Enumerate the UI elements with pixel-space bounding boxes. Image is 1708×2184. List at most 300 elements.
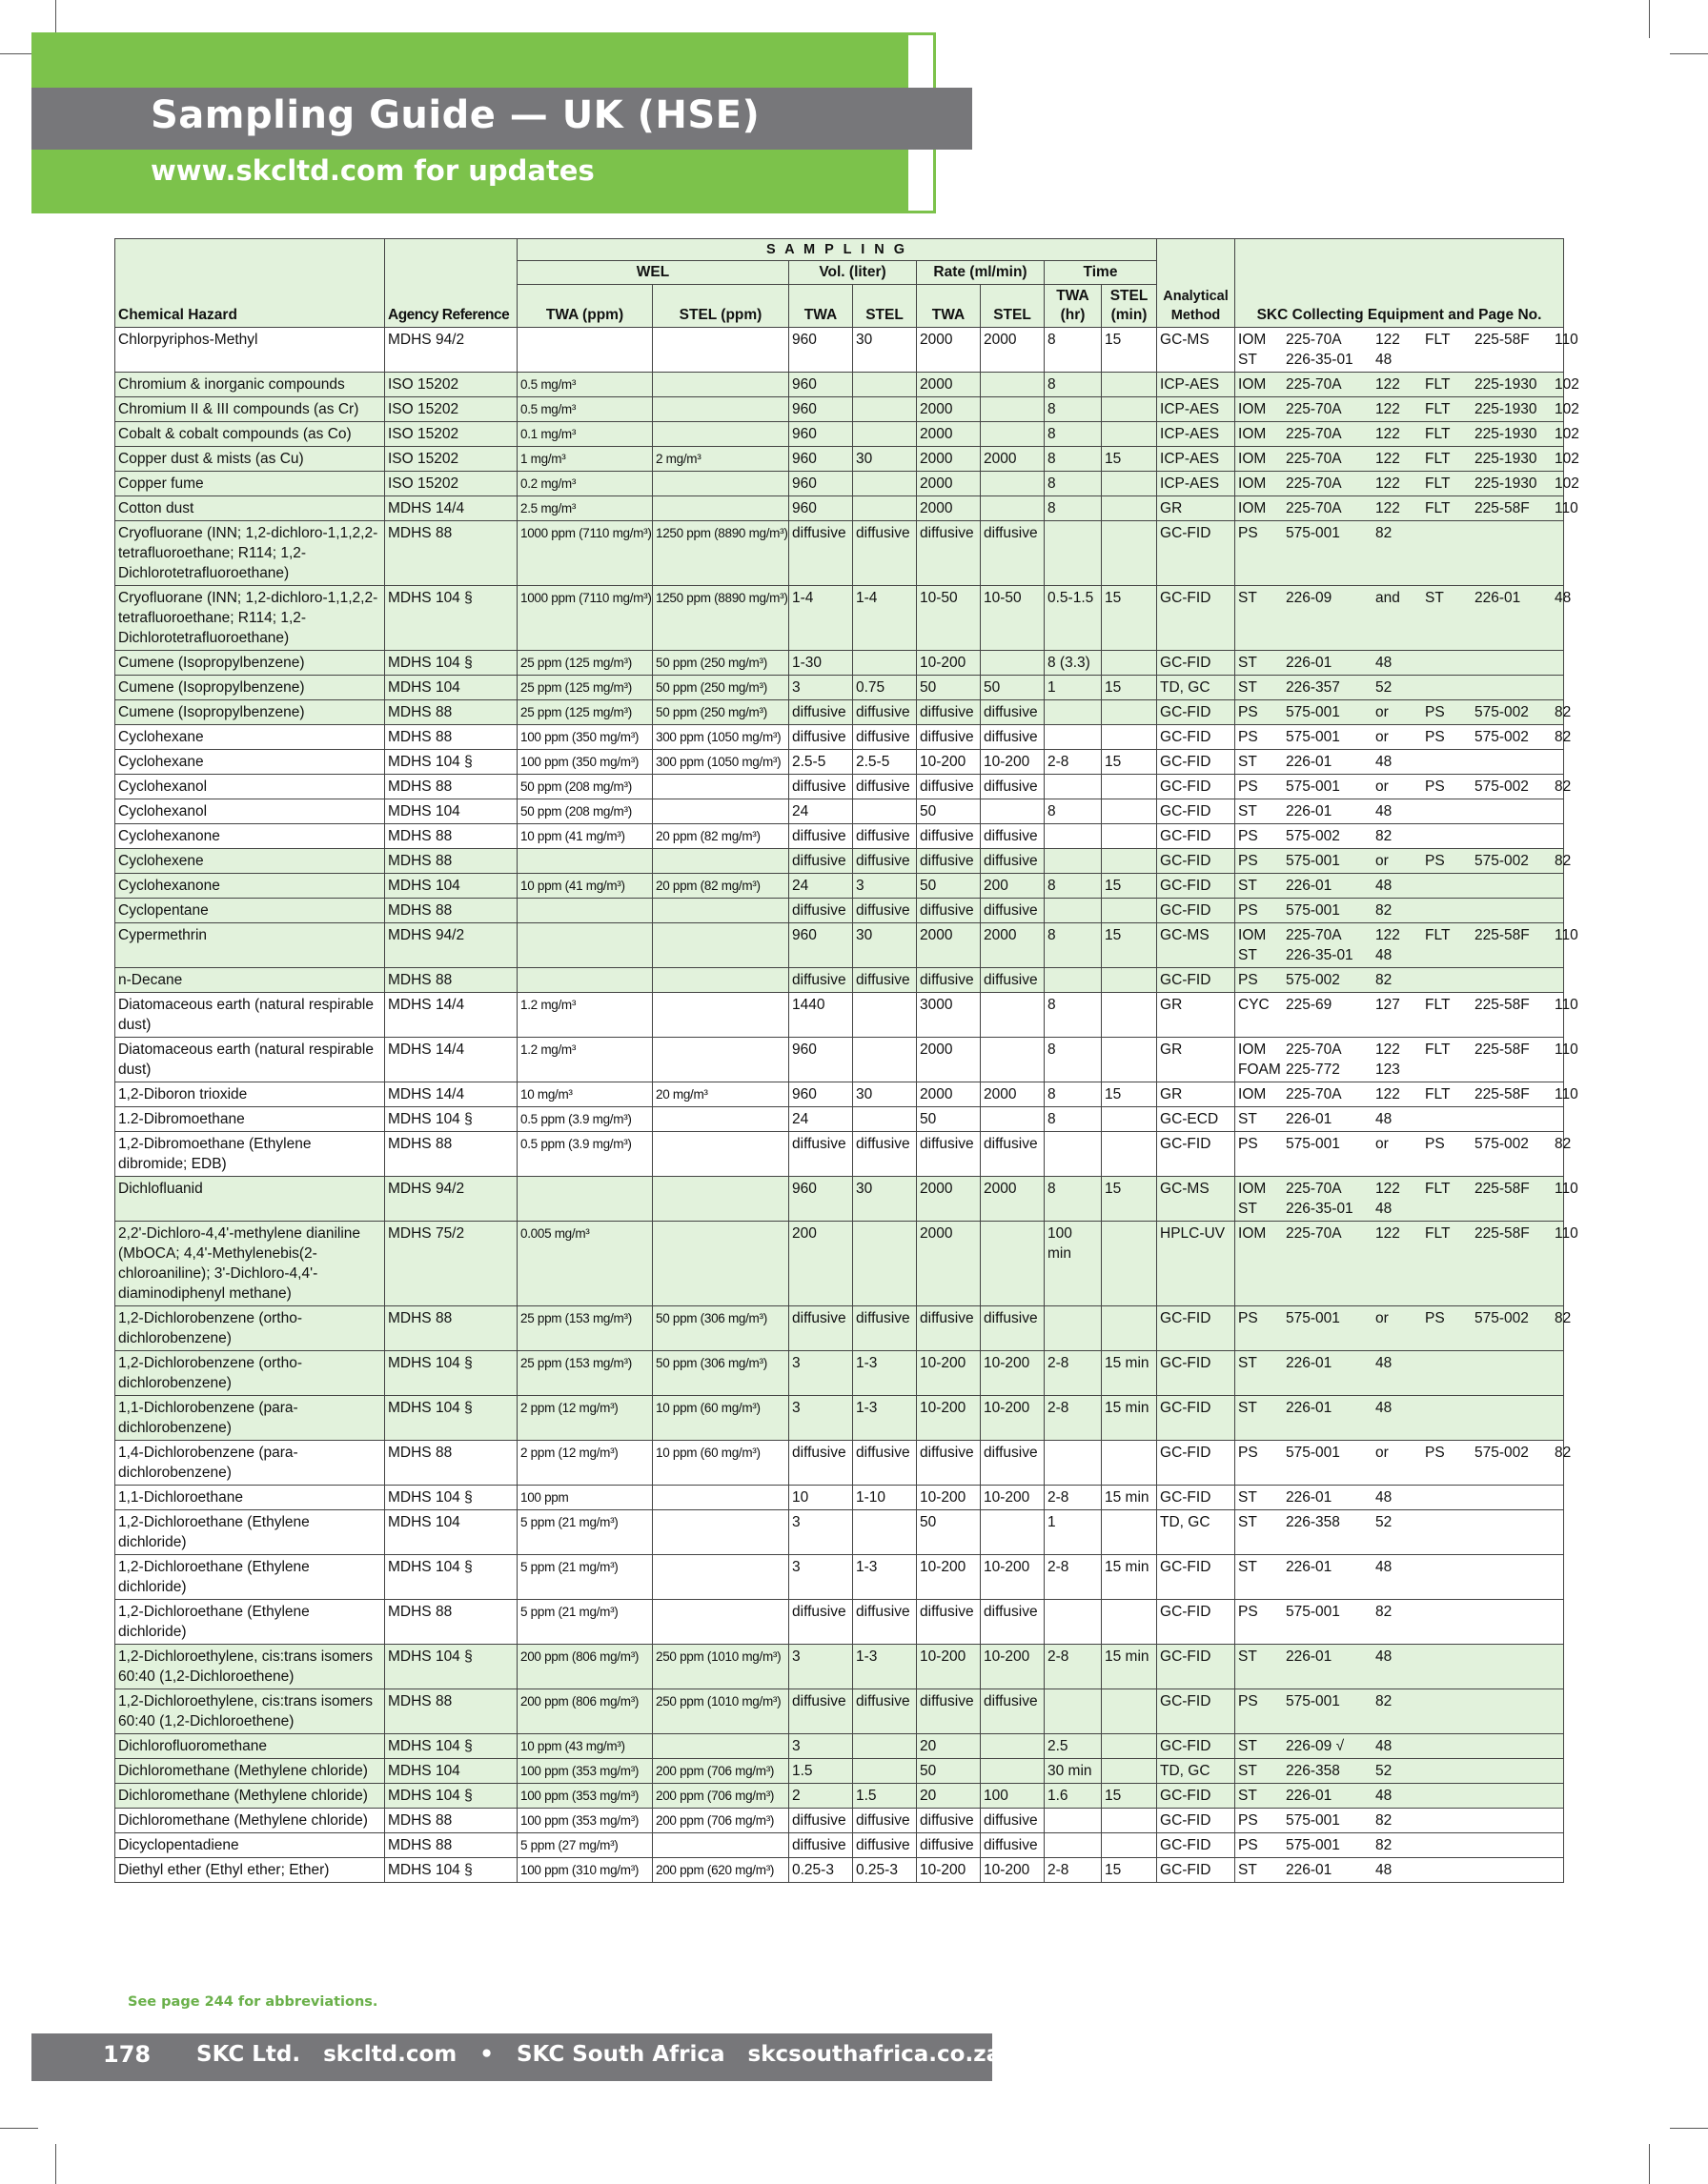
wel-stel-cell xyxy=(653,899,789,923)
table-row xyxy=(115,1510,1564,1555)
equipment-line xyxy=(1238,945,1560,965)
equipment-item: IOM xyxy=(1238,376,1267,393)
rate-twa-cell: diffusive xyxy=(917,968,981,993)
equipment-item: 122 xyxy=(1375,1181,1400,1197)
time-stel-cell xyxy=(1102,1510,1157,1555)
equipment-item: 225-58F xyxy=(1474,332,1530,348)
wel-twa-cell: 1000 ppm (7110 mg/m³) xyxy=(518,586,653,651)
wel-stel-cell: 200 ppm (706 mg/m³) xyxy=(653,1809,789,1833)
agency-reference-cell: MDHS 14/4 xyxy=(385,1038,518,1082)
equipment-item: 575-001 xyxy=(1286,1693,1340,1709)
equipment-item: 48 xyxy=(1555,590,1572,606)
equipment-item: ST xyxy=(1238,1559,1257,1575)
agency-reference-cell: ISO 15202 xyxy=(385,472,518,496)
wel-twa-cell: 25 ppm (125 mg/m³) xyxy=(518,700,653,725)
equipment-line xyxy=(1238,588,1572,608)
time-stel-cell xyxy=(1102,1734,1157,1759)
rate-twa-cell: 50 xyxy=(917,799,981,824)
chemical-hazard-cell: Cyclohexene xyxy=(115,849,385,874)
rate-stel-cell: 200 xyxy=(981,874,1045,899)
rate-stel-cell xyxy=(981,651,1045,676)
wel-stel-cell xyxy=(653,1222,789,1306)
time-twa-cell: 8 xyxy=(1045,1082,1102,1107)
wel-stel-cell: 20 mg/m³ xyxy=(653,1082,789,1107)
time-twa-cell: 2-8 xyxy=(1045,1351,1102,1396)
vol-twa-cell: diffusive xyxy=(789,725,853,750)
table-row xyxy=(115,397,1564,422)
time-twa-cell xyxy=(1045,1689,1102,1734)
equipment-item: FLT xyxy=(1425,332,1451,348)
time-stel-cell xyxy=(1102,993,1157,1038)
equipment-item: FLT xyxy=(1425,426,1451,442)
header-rate-twa: TWA xyxy=(917,285,981,328)
analytical-method-cell: ICP-AES xyxy=(1157,397,1235,422)
equipment-item: IOM xyxy=(1238,1225,1267,1242)
equipment-item: 82 xyxy=(1555,1136,1572,1152)
wel-stel-cell: 10 ppm (60 mg/m³) xyxy=(653,1441,789,1486)
analytical-method-cell: ICP-AES xyxy=(1157,472,1235,496)
rate-stel-cell: diffusive xyxy=(981,849,1045,874)
wel-stel-cell: 300 ppm (1050 mg/m³) xyxy=(653,750,789,775)
equipment-item: 226-01 xyxy=(1286,1862,1332,1878)
equipment-item: 48 xyxy=(1375,754,1393,770)
footer-links[interactable]: SKC Ltd. skcltd.com • SKC South Africa skcsouthafrica.co.za xyxy=(196,2042,1002,2067)
agency-reference-cell: MDHS 104 § xyxy=(385,1486,518,1510)
analytical-method-cell: GC-FID xyxy=(1157,586,1235,651)
time-stel-cell: 15 min xyxy=(1102,1555,1157,1600)
time-stel-cell: 15 xyxy=(1102,1858,1157,1883)
equipment-line xyxy=(1238,653,1560,673)
wel-stel-cell xyxy=(653,923,789,968)
time-stel-cell: 15 xyxy=(1102,447,1157,472)
rate-twa-cell: diffusive xyxy=(917,899,981,923)
time-stel-cell: 15 min xyxy=(1102,1351,1157,1396)
equipment-item: 48 xyxy=(1375,1862,1393,1878)
agency-reference-cell: MDHS 104 § xyxy=(385,1396,518,1441)
table-row xyxy=(115,899,1564,923)
wel-stel-cell: 200 ppm (706 mg/m³) xyxy=(653,1759,789,1784)
agency-reference-cell: MDHS 104 § xyxy=(385,1734,518,1759)
table-row xyxy=(115,373,1564,397)
vol-stel-cell: diffusive xyxy=(853,899,917,923)
rate-stel-cell: diffusive xyxy=(981,700,1045,725)
equipment-line xyxy=(1238,498,1578,518)
equipment-item: or xyxy=(1375,1445,1389,1461)
vol-stel-cell: 1-3 xyxy=(853,1396,917,1441)
wel-stel-cell: 20 ppm (82 mg/m³) xyxy=(653,874,789,899)
vol-twa-cell: 10 xyxy=(789,1486,853,1510)
equipment-cell xyxy=(1235,725,1572,750)
analytical-method-cell: GC-ECD xyxy=(1157,1107,1235,1132)
chemical-hazard-cell: 1,2-Dichloroethylene, cis:trans isomers 60:40 (1,2-Dichloroethene) xyxy=(115,1645,385,1689)
vol-twa-cell: diffusive xyxy=(789,1689,853,1734)
equipment-item: 48 xyxy=(1375,352,1393,368)
equipment-item: 575-001 xyxy=(1286,1136,1340,1152)
vol-twa-cell: 2.5-5 xyxy=(789,750,853,775)
vol-twa-cell: 960 xyxy=(789,1082,853,1107)
header-vol-stel: STEL xyxy=(853,285,917,328)
table-row xyxy=(115,824,1564,849)
agency-reference-cell: ISO 15202 xyxy=(385,422,518,447)
wel-stel-cell xyxy=(653,1833,789,1858)
time-stel-cell xyxy=(1102,397,1157,422)
table-row xyxy=(115,1132,1564,1177)
equipment-item: PS xyxy=(1425,1310,1445,1326)
time-stel-cell: 15 xyxy=(1102,1082,1157,1107)
equipment-item: ST xyxy=(1425,590,1444,606)
equipment-item: 575-002 xyxy=(1286,972,1340,988)
vol-stel-cell xyxy=(853,1510,917,1555)
wel-twa-cell: 0.005 mg/m³ xyxy=(518,1222,653,1306)
equipment-item: ST xyxy=(1238,947,1257,963)
wel-twa-cell: 100 ppm (353 mg/m³) xyxy=(518,1759,653,1784)
agency-reference-cell: MDHS 88 xyxy=(385,700,518,725)
equipment-item: FOAM xyxy=(1238,1062,1281,1078)
rate-twa-cell: 10-200 xyxy=(917,651,981,676)
equipment-item: 110 xyxy=(1555,1181,1578,1197)
wel-stel-cell xyxy=(653,328,789,373)
agency-reference-cell: MDHS 104 xyxy=(385,799,518,824)
equipment-item: 82 xyxy=(1555,729,1572,745)
agency-reference-cell: MDHS 88 xyxy=(385,1689,518,1734)
agency-reference-cell: MDHS 104 § xyxy=(385,1107,518,1132)
equipment-line xyxy=(1238,1810,1560,1830)
equipment-line xyxy=(1238,1557,1560,1577)
equipment-item: ST xyxy=(1238,1514,1257,1530)
time-stel-cell xyxy=(1102,1759,1157,1784)
equipment-item: 82 xyxy=(1555,779,1572,795)
equipment-item: 48 xyxy=(1375,803,1393,819)
vol-twa-cell: 1-4 xyxy=(789,586,853,651)
agency-reference-cell: ISO 15202 xyxy=(385,397,518,422)
equipment-item: 48 xyxy=(1375,1489,1393,1506)
time-stel-cell xyxy=(1102,899,1157,923)
equipment-line xyxy=(1238,1786,1560,1806)
equipment-cell xyxy=(1235,496,1578,521)
agency-reference-cell: MDHS 104 § xyxy=(385,1858,518,1883)
time-stel-cell: 15 xyxy=(1102,328,1157,373)
rate-stel-cell: 2000 xyxy=(981,1177,1045,1222)
crop-mark xyxy=(1649,0,1650,38)
equipment-cell xyxy=(1235,521,1564,586)
agency-reference-cell: MDHS 88 xyxy=(385,1132,518,1177)
analytical-method-cell: GC-FID xyxy=(1157,1132,1235,1177)
rate-twa-cell: diffusive xyxy=(917,1809,981,1833)
vol-stel-cell: diffusive xyxy=(853,1809,917,1833)
equipment-cell xyxy=(1235,373,1579,397)
wel-stel-cell: 10 ppm (60 mg/m³) xyxy=(653,1396,789,1441)
wel-stel-cell xyxy=(653,397,789,422)
equipment-item: or xyxy=(1375,853,1389,869)
wel-twa-cell: 100 ppm (350 mg/m³) xyxy=(518,725,653,750)
equipment-item: ST xyxy=(1238,679,1257,696)
equipment-line xyxy=(1238,702,1572,722)
analytical-method-cell: GC-FID xyxy=(1157,725,1235,750)
equipment-item: FLT xyxy=(1425,927,1451,943)
rate-stel-cell xyxy=(981,496,1045,521)
wel-stel-cell xyxy=(653,1177,789,1222)
agency-reference-cell: MDHS 88 xyxy=(385,775,518,799)
wel-twa-cell xyxy=(518,968,653,993)
equipment-item: PS xyxy=(1425,704,1445,720)
equipment-item: 225-70A xyxy=(1286,332,1342,348)
chemical-hazard-cell: Dichloromethane (Methylene chloride) xyxy=(115,1759,385,1784)
equipment-item: 575-002 xyxy=(1474,1445,1529,1461)
time-twa-cell: 8 xyxy=(1045,496,1102,521)
time-stel-cell xyxy=(1102,824,1157,849)
equipment-line xyxy=(1238,876,1560,896)
analytical-method-cell: GC-FID xyxy=(1157,1351,1235,1396)
agency-reference-cell: MDHS 88 xyxy=(385,1306,518,1351)
header-wel: WEL xyxy=(518,261,789,285)
wel-twa-cell: 1 mg/m³ xyxy=(518,447,653,472)
vol-twa-cell: 3 xyxy=(789,676,853,700)
time-twa-cell: 1.6 xyxy=(1045,1784,1102,1809)
equipment-item: 123 xyxy=(1375,1062,1400,1078)
time-twa-cell: 8 xyxy=(1045,923,1102,968)
equipment-item: PS xyxy=(1238,704,1258,720)
equipment-item: 575-002 xyxy=(1474,704,1529,720)
equipment-item: 226-357 xyxy=(1286,679,1340,696)
rate-twa-cell: 10-200 xyxy=(917,1486,981,1510)
equipment-item: 226-01 xyxy=(1286,1559,1332,1575)
equipment-cell xyxy=(1235,700,1572,725)
wel-twa-cell: 0.1 mg/m³ xyxy=(518,422,653,447)
equipment-item: 122 xyxy=(1375,500,1400,516)
time-twa-cell xyxy=(1045,775,1102,799)
page-number: 178 xyxy=(103,2041,152,2068)
vol-stel-cell: 1.5 xyxy=(853,1784,917,1809)
agency-reference-cell: MDHS 94/2 xyxy=(385,923,518,968)
equipment-cell xyxy=(1235,472,1579,496)
page-subtitle-link[interactable]: www.skcltd.com for updates xyxy=(151,154,595,187)
vol-twa-cell: 960 xyxy=(789,397,853,422)
analytical-method-cell: GR xyxy=(1157,993,1235,1038)
equipment-line xyxy=(1238,1487,1560,1507)
table-row xyxy=(115,799,1564,824)
header-equipment: SKC Collecting Equipment and Page No. xyxy=(1235,239,1564,328)
table-row xyxy=(115,521,1564,586)
equipment-cell xyxy=(1235,1600,1564,1645)
wel-twa-cell: 25 ppm (153 mg/m³) xyxy=(518,1351,653,1396)
wel-stel-cell: 50 ppm (250 mg/m³) xyxy=(653,700,789,725)
wel-twa-cell: 25 ppm (125 mg/m³) xyxy=(518,676,653,700)
analytical-method-cell: TD, GC xyxy=(1157,1759,1235,1784)
wel-stel-cell: 300 ppm (1050 mg/m³) xyxy=(653,725,789,750)
equipment-item: 110 xyxy=(1555,332,1578,348)
wel-twa-cell: 10 mg/m³ xyxy=(518,1082,653,1107)
equipment-line xyxy=(1238,399,1579,419)
equipment-item: CYC xyxy=(1238,997,1270,1013)
vol-twa-cell: 24 xyxy=(789,1107,853,1132)
equipment-line xyxy=(1238,1179,1578,1199)
wel-twa-cell: 100 ppm (310 mg/m³) xyxy=(518,1858,653,1883)
time-twa-cell xyxy=(1045,1306,1102,1351)
time-twa-cell: 30 min xyxy=(1045,1759,1102,1784)
wel-twa-cell: 2 ppm (12 mg/m³) xyxy=(518,1396,653,1441)
analytical-method-cell: GC-FID xyxy=(1157,899,1235,923)
equipment-line xyxy=(1238,826,1560,846)
chemical-hazard-cell: Cotton dust xyxy=(115,496,385,521)
vol-stel-cell: 0.75 xyxy=(853,676,917,700)
chemical-hazard-cell: Cryofluorane (INN; 1,2-dichloro-1,1,2,2-tetrafluoroethane; R114; 1,2-Dichlorotetrafluoroethane) xyxy=(115,586,385,651)
vol-twa-cell: diffusive xyxy=(789,824,853,849)
time-stel-cell xyxy=(1102,1222,1157,1306)
equipment-item: IOM xyxy=(1238,927,1267,943)
agency-reference-cell: MDHS 104 § xyxy=(385,586,518,651)
header-rate-stel: STEL xyxy=(981,285,1045,328)
equipment-item: 226-09 xyxy=(1286,590,1332,606)
rate-stel-cell: diffusive xyxy=(981,1600,1045,1645)
header-analytical-method: Analytical Method xyxy=(1157,239,1235,328)
time-twa-cell: 8 xyxy=(1045,422,1102,447)
equipment-item: or xyxy=(1375,729,1389,745)
vol-twa-cell: 3 xyxy=(789,1351,853,1396)
rate-stel-cell: diffusive xyxy=(981,521,1045,586)
rate-twa-cell: 2000 xyxy=(917,397,981,422)
equipment-item: 226-01 xyxy=(1286,754,1332,770)
table-row xyxy=(115,1809,1564,1833)
vol-stel-cell: diffusive xyxy=(853,1306,917,1351)
wel-stel-cell: 2 mg/m³ xyxy=(653,447,789,472)
equipment-item: 102 xyxy=(1555,451,1579,467)
equipment-item: 575-001 xyxy=(1286,1310,1340,1326)
rate-twa-cell: 2000 xyxy=(917,447,981,472)
equipment-item: 82 xyxy=(1555,853,1572,869)
analytical-method-cell: GC-FID xyxy=(1157,1858,1235,1883)
equipment-cell xyxy=(1235,993,1578,1038)
chemical-hazard-cell: Copper dust & mists (as Cu) xyxy=(115,447,385,472)
equipment-cell xyxy=(1235,1082,1578,1107)
rate-stel-cell: 10-200 xyxy=(981,750,1045,775)
rate-twa-cell: diffusive xyxy=(917,775,981,799)
time-stel-cell xyxy=(1102,496,1157,521)
agency-reference-cell: MDHS 104 xyxy=(385,1510,518,1555)
agency-reference-cell: MDHS 104 § xyxy=(385,1555,518,1600)
equipment-line xyxy=(1238,995,1578,1015)
equipment-item: 127 xyxy=(1375,997,1400,1013)
rate-stel-cell: 2000 xyxy=(981,923,1045,968)
equipment-item: 102 xyxy=(1555,401,1579,417)
equipment-item: 575-002 xyxy=(1474,779,1529,795)
equipment-item: 226-01 xyxy=(1286,1400,1332,1416)
equipment-item: 48 xyxy=(1375,1111,1393,1127)
wel-twa-cell: 0.5 ppm (3.9 mg/m³) xyxy=(518,1107,653,1132)
equipment-line xyxy=(1238,677,1560,698)
crop-mark xyxy=(55,2144,56,2184)
time-twa-cell: 8 xyxy=(1045,993,1102,1038)
equipment-item: 48 xyxy=(1375,1788,1393,1804)
chemical-hazard-cell: Cyclohexanone xyxy=(115,824,385,849)
time-twa-cell: 8 xyxy=(1045,373,1102,397)
rate-twa-cell: 10-200 xyxy=(917,1555,981,1600)
rate-twa-cell: 2000 xyxy=(917,1222,981,1306)
time-stel-cell xyxy=(1102,1306,1157,1351)
equipment-item: 102 xyxy=(1555,475,1579,492)
wel-stel-cell xyxy=(653,1734,789,1759)
equipment-line xyxy=(1238,1060,1560,1080)
analytical-method-cell: GC-FID xyxy=(1157,1809,1235,1833)
agency-reference-cell: MDHS 88 xyxy=(385,1833,518,1858)
crop-mark xyxy=(1649,2144,1650,2184)
chemical-hazard-cell: 1,2-Diboron trioxide xyxy=(115,1082,385,1107)
wel-stel-cell xyxy=(653,968,789,993)
analytical-method-cell: GC-FID xyxy=(1157,874,1235,899)
equipment-item: ST xyxy=(1238,878,1257,894)
rate-twa-cell: diffusive xyxy=(917,700,981,725)
rate-twa-cell: 10-50 xyxy=(917,586,981,651)
vol-twa-cell: 960 xyxy=(789,422,853,447)
wel-twa-cell: 0.5 mg/m³ xyxy=(518,397,653,422)
equipment-cell xyxy=(1235,874,1564,899)
analytical-method-cell: GC-FID xyxy=(1157,849,1235,874)
table-row xyxy=(115,328,1564,373)
analytical-method-cell: GC-FID xyxy=(1157,1396,1235,1441)
equipment-item: PS xyxy=(1238,1445,1258,1461)
equipment-cell xyxy=(1235,328,1578,373)
equipment-item: PS xyxy=(1238,1812,1258,1829)
table-row xyxy=(115,586,1564,651)
vol-stel-cell: diffusive xyxy=(853,775,917,799)
time-stel-cell xyxy=(1102,1107,1157,1132)
analytical-method-cell: GC-FID xyxy=(1157,799,1235,824)
chemical-hazard-cell: Dichlofluanid xyxy=(115,1177,385,1222)
wel-twa-cell: 100 ppm (350 mg/m³) xyxy=(518,750,653,775)
rate-twa-cell: 50 xyxy=(917,676,981,700)
equipment-item: ST xyxy=(1238,1400,1257,1416)
wel-stel-cell xyxy=(653,1038,789,1082)
equipment-item: 102 xyxy=(1555,376,1579,393)
table-row xyxy=(115,849,1564,874)
vol-stel-cell: diffusive xyxy=(853,968,917,993)
vol-twa-cell: 960 xyxy=(789,373,853,397)
equipment-item: 225-58F xyxy=(1474,1225,1530,1242)
wel-twa-cell: 10 ppm (43 mg/m³) xyxy=(518,1734,653,1759)
equipment-item: PS xyxy=(1238,525,1258,541)
rate-twa-cell: diffusive xyxy=(917,725,981,750)
rate-twa-cell: 50 xyxy=(917,874,981,899)
header-chemical-hazard: Chemical Hazard xyxy=(115,239,385,328)
vol-twa-cell: diffusive xyxy=(789,1600,853,1645)
analytical-method-cell: GC-FID xyxy=(1157,1784,1235,1809)
vol-twa-cell: 960 xyxy=(789,472,853,496)
agency-reference-cell: MDHS 88 xyxy=(385,1809,518,1833)
analytical-method-cell: GC-FID xyxy=(1157,750,1235,775)
vol-stel-cell: 30 xyxy=(853,923,917,968)
vol-twa-cell: 3 xyxy=(789,1734,853,1759)
vol-stel-cell: 0.25-3 xyxy=(853,1858,917,1883)
vol-stel-cell: 30 xyxy=(853,1177,917,1222)
table-row xyxy=(115,993,1564,1038)
equipment-line xyxy=(1238,523,1560,543)
rate-twa-cell: 10-200 xyxy=(917,1351,981,1396)
table-row xyxy=(115,1784,1564,1809)
equipment-cell xyxy=(1235,1759,1564,1784)
agency-reference-cell: MDHS 14/4 xyxy=(385,1082,518,1107)
header-time-twa-hr: TWA (hr) xyxy=(1045,285,1102,328)
equipment-line xyxy=(1238,1398,1560,1418)
wel-twa-cell: 5 ppm (21 mg/m³) xyxy=(518,1600,653,1645)
equipment-cell xyxy=(1235,447,1579,472)
wel-stel-cell: 50 ppm (250 mg/m³) xyxy=(653,676,789,700)
vol-stel-cell: 1-3 xyxy=(853,1555,917,1600)
time-twa-cell: 2-8 xyxy=(1045,750,1102,775)
vol-stel-cell: diffusive xyxy=(853,824,917,849)
equipment-item: FLT xyxy=(1425,401,1451,417)
chemical-hazard-cell: Chromium II & III compounds (as Cr) xyxy=(115,397,385,422)
sampling-table xyxy=(114,238,1579,1883)
agency-reference-cell: MDHS 88 xyxy=(385,849,518,874)
